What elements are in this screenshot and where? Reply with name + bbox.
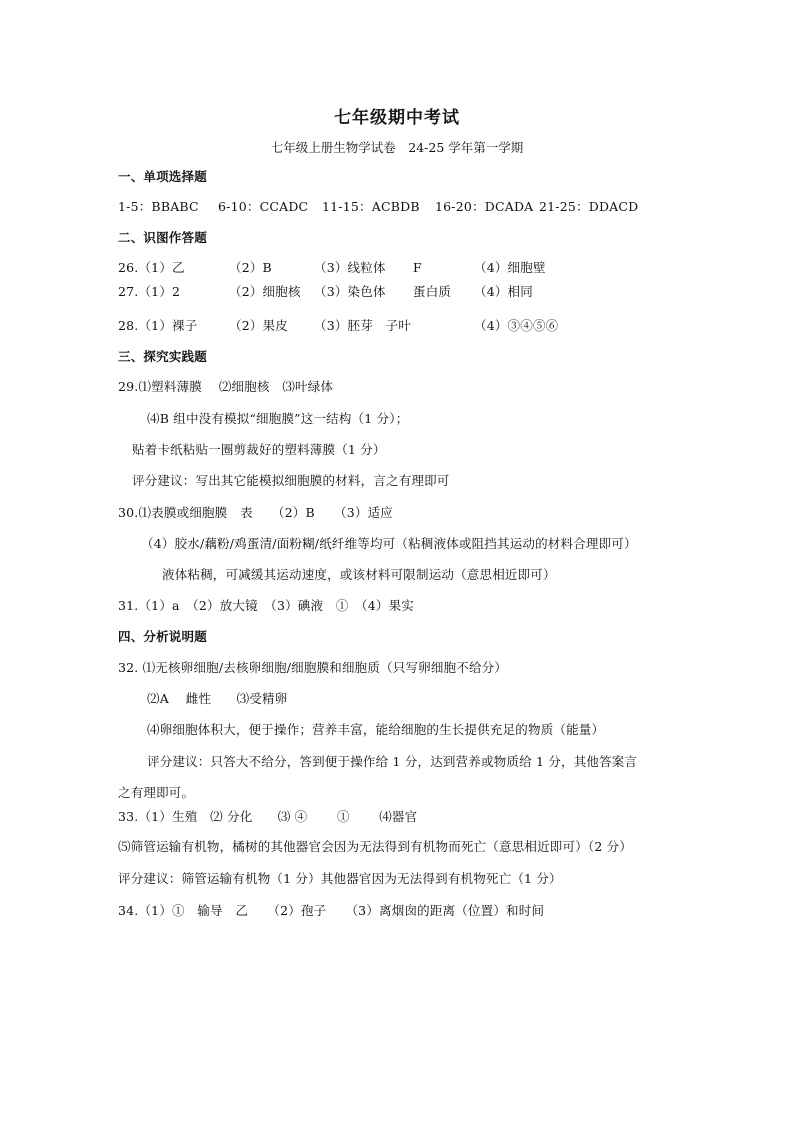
q29-line3: 贴着卡纸粘贴一圈剪裁好的塑料薄膜（1 分） [132, 442, 386, 457]
q29-line2: ⑷B 组中没有模拟“细胞膜”这一结构（1 分）； [147, 411, 409, 426]
q26-part3b: F [413, 260, 422, 275]
q32-line2: ⑵A 雌性 ⑶受精卵 [147, 691, 288, 706]
q32-line1: 32. ⑴无核卵细胞/去核卵细胞/细胞膜和细胞质（只写卵细胞不给分） [118, 660, 508, 675]
mc-answers-6-10: 6-10：CCADC [218, 199, 309, 214]
q26-part2: （2）B [229, 260, 272, 275]
q27-part1: 27.（1）2 [118, 284, 181, 299]
mc-answers-1-5: 1-5：BBABC [118, 199, 199, 214]
section-4-heading: 四、分析说明题 [118, 629, 207, 644]
q27-part3: （3）染色体 [314, 284, 386, 299]
page-title: 七年级期中考试 [334, 108, 460, 128]
mc-answers-11-15: 11-15：ACBDB [322, 199, 420, 214]
q33-line1: 33.（1）生殖 ⑵ 分化 ⑶ ④ ① ⑷器官 [118, 809, 418, 824]
q29-scoring-note: 评分建议：写出其它能模拟细胞膜的材料，言之有理即可 [132, 473, 450, 488]
mc-answers-21-25: 21-25：DDACD [539, 199, 639, 214]
q32-scoring-note-cont: 之有理即可。 [118, 785, 195, 800]
q26-part4: （4）细胞壁 [474, 260, 546, 275]
section-1-heading: 一、单项选择题 [118, 169, 207, 184]
q28-part3: （3）胚芽 子叶 [314, 318, 412, 333]
q30-line3: 液体粘稠，可减缓其运动速度，或该材料可限制运动（意思相近即可） [162, 567, 556, 582]
q26-part1: 26.（1）乙 [118, 260, 185, 275]
q33-line2: ⑸筛管运输有机物，橘树的其他器官会因为无法得到有机物而死亡（意思相近即可）（2 分） [118, 839, 633, 854]
q32-line3: ⑷卵细胞体积大，便于操作；营养丰富，能给细胞的生长提供充足的物质（能量） [147, 722, 605, 737]
q29-line1: 29.⑴塑料薄膜 ⑵细胞核 ⑶叶绿体 [118, 379, 334, 394]
q34-line1: 34.（1）① 输导 乙 （2）孢子 （3）离烟囱的距离（位置）和时间 [118, 903, 545, 918]
page-subtitle: 七年级上册生物学试卷 24-25 学年第一学期 [270, 140, 524, 155]
q33-scoring-note: 评分建议：筛管运输有机物（1 分）其他器官因为无法得到有机物死亡（1 分） [118, 871, 562, 886]
q27-part4: （4）相同 [474, 284, 533, 299]
q28-part4: （4）③④⑤⑥ [474, 318, 559, 333]
q27-part2: （2）细胞核 [229, 284, 301, 299]
q32-scoring-note: 评分建议：只答大不给分，答到便于操作给 1 分，达到营养或物质给 1 分，其他答案言 [147, 754, 638, 769]
q28-part1: 28.（1）裸子 [118, 318, 198, 333]
q26-part3: （3）线粒体 [314, 260, 386, 275]
q28-part2: （2）果皮 [229, 318, 288, 333]
q30-line2: （4）胶水/藕粉/鸡蛋清/面粉糊/纸纤维等均可（粘稠液体或阻挡其运动的材料合理即可） [141, 536, 637, 551]
section-3-heading: 三、探究实践题 [118, 349, 207, 364]
q31-line1: 31.（1）a （2）放大镜 （3）碘液 ① （4）果实 [118, 598, 414, 613]
q30-line1: 30.⑴表膜或细胞膜 表 （2）B （3）适应 [118, 505, 393, 520]
mc-answers-16-20: 16-20：DCADA [435, 199, 534, 214]
q27-part3b: 蛋白质 [413, 284, 452, 299]
section-2-heading: 二、识图作答题 [118, 230, 207, 245]
